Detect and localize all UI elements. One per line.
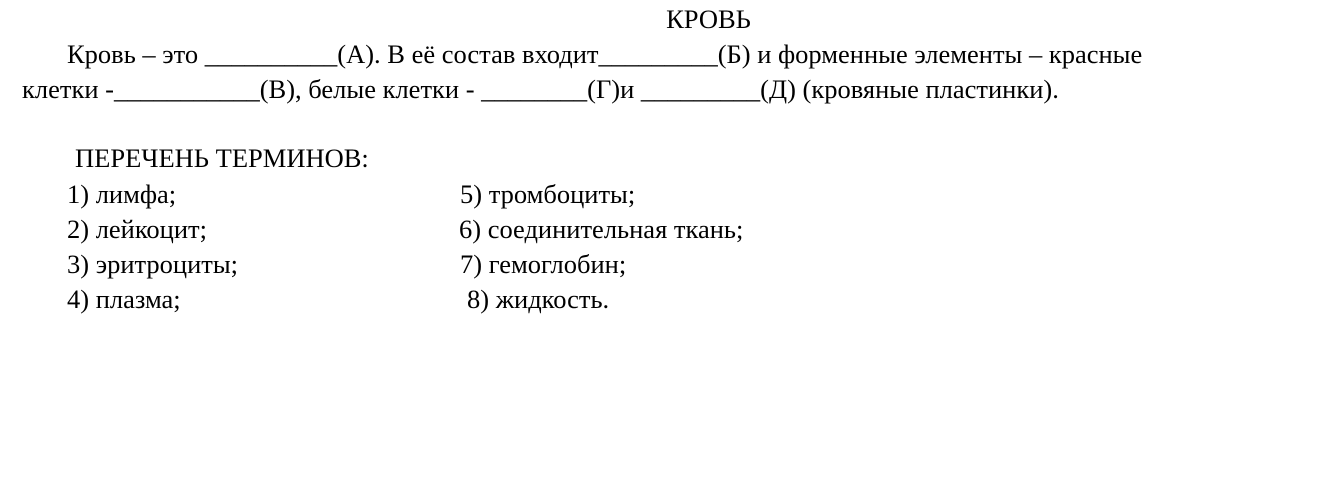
term-2: 2) лейкоцит; (67, 214, 207, 244)
term-3: 3) эритроциты; (67, 249, 239, 279)
paragraph-line-2: клетки -___________(В), белые клетки - ________(Г)и _________(Д) (кровяные пластинки). (22, 74, 1059, 104)
term-6: 6) соединительная ткань; (459, 214, 744, 244)
paragraph-line-1: Кровь – это __________(А). В её состав входит_________(Б) и форменные элементы – красные (67, 39, 1143, 69)
term-8: 8) жидкость. (467, 284, 610, 314)
terms-heading: ПЕРЕЧЕНЬ ТЕРМИНОВ: (75, 143, 369, 173)
term-4: 4) плазма; (67, 284, 181, 314)
term-1: 1) лимфа; (67, 179, 177, 209)
term-5: 5) тромбоциты; (460, 179, 636, 209)
term-7: 7) гемоглобин; (460, 249, 627, 279)
document-title: КРОВЬ (666, 4, 751, 34)
